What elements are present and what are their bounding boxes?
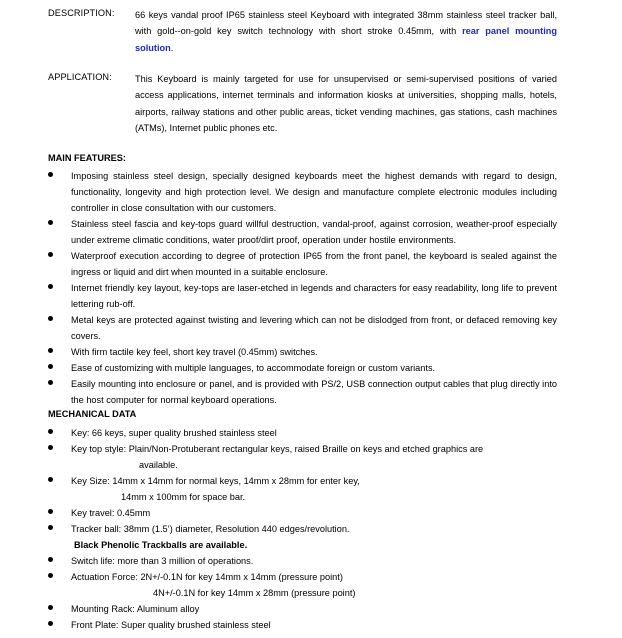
bullet-icon	[48, 573, 53, 578]
bullet-icon	[48, 284, 53, 289]
bullet-icon	[48, 348, 53, 353]
bullet-icon	[48, 621, 53, 626]
trackball-note: Black Phenolic Trackballs are available.	[74, 540, 248, 550]
bullet-icon	[48, 525, 53, 530]
rear-panel-link[interactable]: rear panel mounting solution	[135, 26, 557, 53]
bullet-icon	[48, 252, 53, 257]
bullet-icon	[48, 445, 53, 450]
bullet-icon	[48, 172, 53, 177]
application-label: APPLICATION:	[48, 72, 112, 82]
bullet-icon	[48, 557, 53, 562]
bullet-icon	[48, 477, 53, 482]
mechanical-data-heading: MECHANICAL DATA	[48, 409, 137, 419]
spec-sheet: DESCRIPTION: 66 keys vandal proof IP65 stainless steel Keyboard with integrated 38mm stainless steel tracker ball, with gold--on-gold key switch technology with short stroke 0.45mm, with rear panel mounting solution. APPLICATION: This Keyboard is mainly targeted for use for unsupervised or semi-supervised positions of varied access applications, internet terminals and information kiosks at universities, shopping malls, hotels, airports, railway stations and other public areas, ticket vending machines, gas stations, cash machines (ATMs), Internet public phones etc. MAIN FEATURES: Imposing stainless steel design, specially designed keyboards meet the highest demands with regard to design, functionality, longevity and high protection level. We design and manufacture complete electronic modules including controller in close consultation with our customers. Stainless steel fascia and key-tops guard willful destruction, vandal-proof, against corrosion, weather-proof especially under extreme climatic conditions, water proof/dirt proof, operation under hostile environments. Waterproof execution according to degree of protection IP65 from the front panel, the keyboard is sealed against the ingress or liquid and dirt when mounted in a suitable enclosure. Internet friendly key layout, key-tops are laser-etched in legends and characters for easy readability, long life to prevent lettering rub-off. Metal keys are protected against twisting and levering which can not be dislodged from front, or defaced removing key covers. With firm tactile key feel, short key travel (0.45mm) switches. Ease of customizing with multiple languages, to accommodate foreign or custom variants. Easily mounting into enclosure or panel, and is provided with PS/2, USB connection output cables that plug directly into the host computer for normal keyboard operations. MECHANICAL DATA Key: 66 keys, super quality brushed stainless steel Key top style: Plain/Non-Protuberant rectangular keys, raised Braille on keys and etched graphics are available. Key Size: 14mm x 14mm for normal keys, 14mm x 28mm for enter key, 14mm x 100mm for space bar. Key travel: 0.45mm Tracker ball: 38mm (1.5’) diameter, Resolution 440 edges/revolution. Black Phenolic Trackballs are available. Switch life: more than 3 million of operations. Actuation Force: 2N+/-0.1N for key 14mm x 14mm (pressure point) 4N+/-0.1N for key 14mm x 28mm (pressure point) Mounting Rack: Aluminum alloy Front Plate: Super quality brushed stainless steel	[48, 8, 557, 630]
bullet-icon	[48, 364, 53, 369]
application-text: This Keyboard is mainly targeted for use for unsupervised or semi-supervised positions of varied access applications, internet terminals and information kiosks at universities, shopping malls, hotels, airports, railway stations and other public areas, ticket vending machines, gas stations, cash machines (ATMs), Internet public phones etc.	[135, 74, 557, 133]
bullet-icon	[48, 316, 53, 321]
bullet-icon	[48, 429, 53, 434]
bullet-icon	[48, 509, 53, 514]
description-label: DESCRIPTION:	[48, 8, 115, 18]
bullet-icon	[48, 605, 53, 610]
bullet-icon	[48, 380, 53, 385]
main-features-heading: MAIN FEATURES:	[48, 153, 126, 163]
description-text: 66 keys vandal proof IP65 stainless steel Keyboard with integrated 38mm stainless steel tracker ball, with gold--on-gold key switch technology with short stroke 0.45mm, with rear panel mounting solution.	[135, 10, 557, 53]
bullet-icon	[48, 220, 53, 225]
